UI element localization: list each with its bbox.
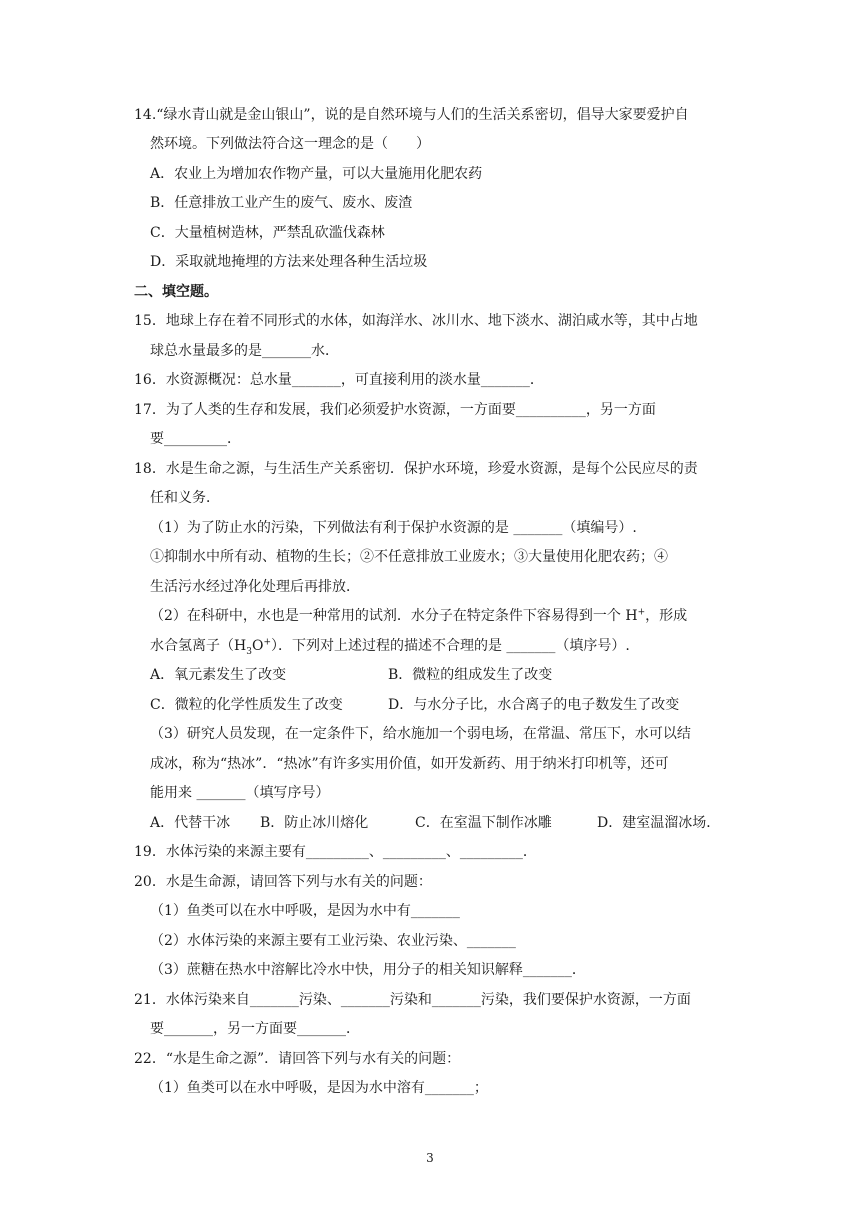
q14-option-b: B．任意排放工业产生的废气、废水、废渣 [150,195,413,211]
q18-part2-line-1-text: （2）在科研中，水也是一种常用的试剂．水分子在特定条件下容易得到一个 H [150,608,638,624]
q18-part2-line-2 [150,637,630,655]
q15-stem-line-2: 球总水量最多的是_______水． [150,343,339,359]
q14-stem-line-1: 14.“绿水青山就是金山银山”，说的是自然环境与人们的生活关系密切，倡导大家要爱护自 [134,107,689,123]
q20-part1: （1）鱼类可以在水中呼吸，是因为水中有_______ [150,903,460,919]
page-number: 3 [426,1151,434,1165]
q18-part2-line-1 [150,607,687,625]
q17-stem-line-1: 17．为了人类的生存和发展，我们必须爱护水资源，一方面要__________，另一方面 [134,402,656,418]
q20-part2: （2）水体污染的来源主要有工业污染、农业污染、_______ [150,933,516,949]
q18-part1-line-2: ①抑制水中所有动、植物的生长；②不任意排放工业废水；③大量使用化肥农药；④ [150,549,668,565]
q18-part2-option-c: C．微粒的化学性质发生了改变 [150,697,343,713]
q17-stem-line-2: 要_________． [150,431,241,447]
q18-part3-option-a: A．代替干冰 [150,815,231,831]
q18-part3-option-b: B．防止冰川熔化 [260,815,369,831]
q18-part2-line-2-tail: ）．下列对上述过程的描述不合理的是 _______（填序号）. [270,638,630,654]
section-heading-fill-blank: 二、填空题。 [134,284,218,300]
q18-part1-line-3: 生活污水经过净化处理后再排放． [150,579,360,595]
q18-part2-line-2-o: O [251,638,264,654]
q18-part3-option-c: C．在室温下制作冰雕 [415,815,552,831]
q18-part2-option-d: D．与水分子比，水合离子的电子数发生了改变 [388,697,680,713]
q22-stem: 22．“水是生命之源”．请回答下列与水有关的问题： [134,1051,461,1067]
q18-stem-line-2: 任和义务． [150,490,220,506]
q14-option-c: C．大量植树造林，严禁乱砍滥伐森林 [150,225,385,241]
h-plus-charge: + [637,607,646,618]
q18-part3-line-2: 成冰，称为“热冰”．“热冰”有许多实用价值，如开发新药、用于纳米打印机等，还可 [150,756,669,772]
q18-part2-option-b: B．微粒的组成发生了改变 [388,667,553,683]
q18-part2-option-a: A．氧元素发生了改变 [150,667,287,683]
q18-part3-line-3: 能用来 _______（填写序号） [150,785,330,801]
q18-stem-line-1: 18．水是生命之源，与生活生产关系密切．保护水环境，珍爱水资源，是每个公民应尽的责 [134,461,698,477]
q18-part3-option-d: D．建室温溜冰场． [597,815,721,831]
q21-stem-line-1: 21．水体污染来自_______污染、_______污染和_______污染，我们要保护水资源，一方面 [134,992,691,1008]
h3o-subscript: 3 [246,646,252,657]
q18-part2-line-1-tail: ，形成 [645,608,688,624]
q22-part1: （1）鱼类可以在水中呼吸，是因为水中溶有_______； [150,1080,488,1096]
q14-stem-line-2: 然环境。下列做法符合这一理念的是（ ） [150,136,430,152]
q16-stem: 16．水资源概况：总水量_______，可直接利用的淡水量_______． [134,372,544,388]
q19-stem: 19．水体污染的来源主要有_________、_________、_________． [134,844,537,860]
q18-part2-line-2-text: 水合氢离子（H [150,638,247,654]
q21-stem-line-2: 要_______，另一方面要_______． [150,1021,360,1037]
q15-stem-line-1: 15．地球上存在着不同形式的水体，如海洋水、冰川水、地下淡水、湖泊咸水等，其中占地 [134,313,698,329]
q14-option-a: A．农业上为增加农作物产量，可以大量施用化肥农药 [150,166,483,182]
q14-option-d: D．采取就地掩埋的方法来处理各种生活垃圾 [150,254,428,270]
q18-part1-line-1: （1）为了防止水的污染，下列做法有利于保护水资源的是 _______（填编号）. [150,520,637,536]
q20-part3: （3）蔗糖在热水中溶解比冷水中快，用分子的相关知识解释_______． [150,962,586,978]
q20-stem: 20．水是生命源，请回答下列与水有关的问题： [134,874,432,890]
q18-part3-line-1: （3）研究人员发现，在一定条件下，给水施加一个弱电场，在常温、常压下，水可以结 [150,726,691,742]
h3o-charge: + [263,637,271,648]
